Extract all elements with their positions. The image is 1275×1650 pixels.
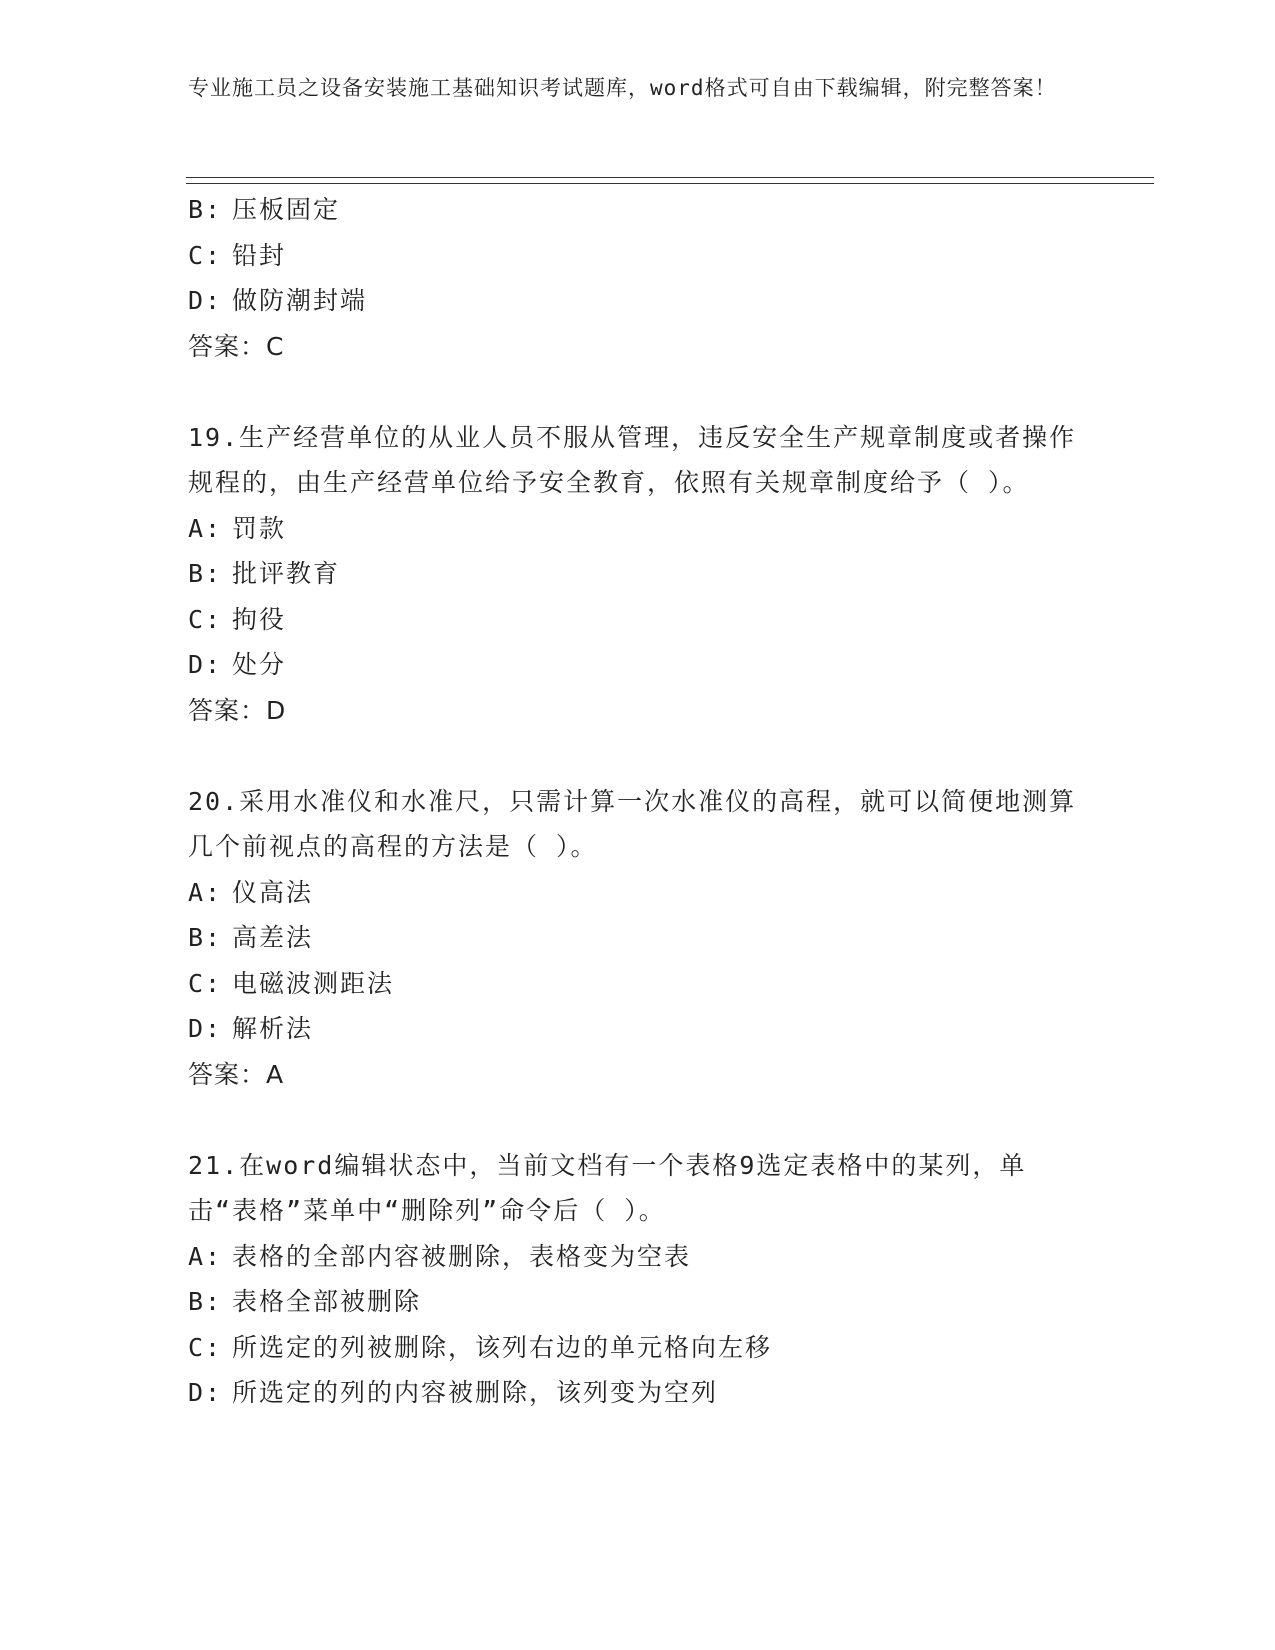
option-label: B: [188, 195, 223, 224]
option-label: C: [188, 604, 223, 634]
question-21 [188, 1143, 1088, 1416]
option-d [188, 1006, 1088, 1052]
option-text: 表格的全部内容被删除，表格变为空表 [232, 1241, 692, 1271]
option-a [188, 1234, 1088, 1280]
option-text: 解析法 [232, 1014, 314, 1043]
option-d [188, 1370, 1088, 1416]
option-d [188, 278, 1088, 324]
option-text: 铅封 [232, 240, 287, 270]
answer-line: 答案：C [188, 331, 285, 361]
page-header: 专业施工员之设备安装施工基础知识考试题库，word格式可自由下载编辑，附完整答案！ [188, 76, 1057, 100]
option-text: 批评教育 [232, 559, 341, 588]
option-label: B: [188, 923, 223, 952]
question-18-continued [188, 187, 1088, 369]
document-body [188, 187, 1088, 1416]
question-stem: 20.采用水准仪和水准尺，只需计算一次水准仪的高程，就可以简便地测算几个前视点的高程的方法是（ ）。 [188, 786, 1077, 861]
option-a [188, 870, 1088, 916]
option-text: 电磁波测距法 [232, 968, 395, 998]
question-stem: 19.生产经营单位的从业人员不服从管理，违反安全生产规章制度或者操作规程的，由生产经营单位给予安全教育，依照有关规章制度给予（ ）。 [188, 422, 1077, 497]
question-20 [188, 779, 1088, 1098]
option-c [188, 961, 1088, 1007]
option-d [188, 642, 1088, 688]
option-label: A: [188, 877, 223, 907]
option-c [188, 597, 1088, 643]
option-c [188, 1325, 1088, 1371]
option-text: 所选定的列被删除，该列右边的单元格向左移 [232, 1332, 773, 1362]
option-b [188, 551, 1088, 597]
option-label: D: [188, 1378, 223, 1407]
option-label: D: [188, 1014, 223, 1043]
option-label: A: [188, 513, 223, 543]
option-text: 处分 [232, 650, 287, 679]
option-text: 高差法 [232, 923, 314, 952]
header-divider [186, 177, 1154, 184]
question-19 [188, 415, 1088, 734]
option-label: B: [188, 1287, 223, 1316]
answer-line: 答案：A [188, 1059, 285, 1089]
option-label: C: [188, 240, 223, 270]
option-label: B: [188, 559, 223, 588]
option-a [188, 506, 1088, 552]
option-text: 表格全部被删除 [232, 1287, 422, 1316]
spacer [188, 733, 1088, 779]
spacer [188, 1097, 1088, 1143]
question-stem: 21.在word编辑状态中，当前文档有一个表格9选定表格中的某列，单击“表格”菜单中“删除列”命令后（ ）。 [188, 1150, 1027, 1225]
option-label: C: [188, 1332, 223, 1362]
option-b [188, 915, 1088, 961]
option-text: 罚款 [232, 513, 287, 543]
option-text: 压板固定 [232, 195, 341, 224]
option-text: 拘役 [232, 604, 287, 634]
option-b [188, 1279, 1088, 1325]
option-label: C: [188, 968, 223, 998]
option-text: 所选定的列的内容被删除，该列变为空列 [232, 1378, 719, 1407]
answer-line: 答案：D [188, 695, 287, 725]
option-label: A: [188, 1241, 223, 1271]
option-b [188, 187, 1088, 233]
spacer [188, 369, 1088, 415]
option-text: 做防潮封端 [232, 286, 368, 315]
option-label: D: [188, 650, 223, 679]
option-c [188, 233, 1088, 279]
option-text: 仪高法 [232, 877, 314, 907]
option-label: D: [188, 286, 223, 315]
